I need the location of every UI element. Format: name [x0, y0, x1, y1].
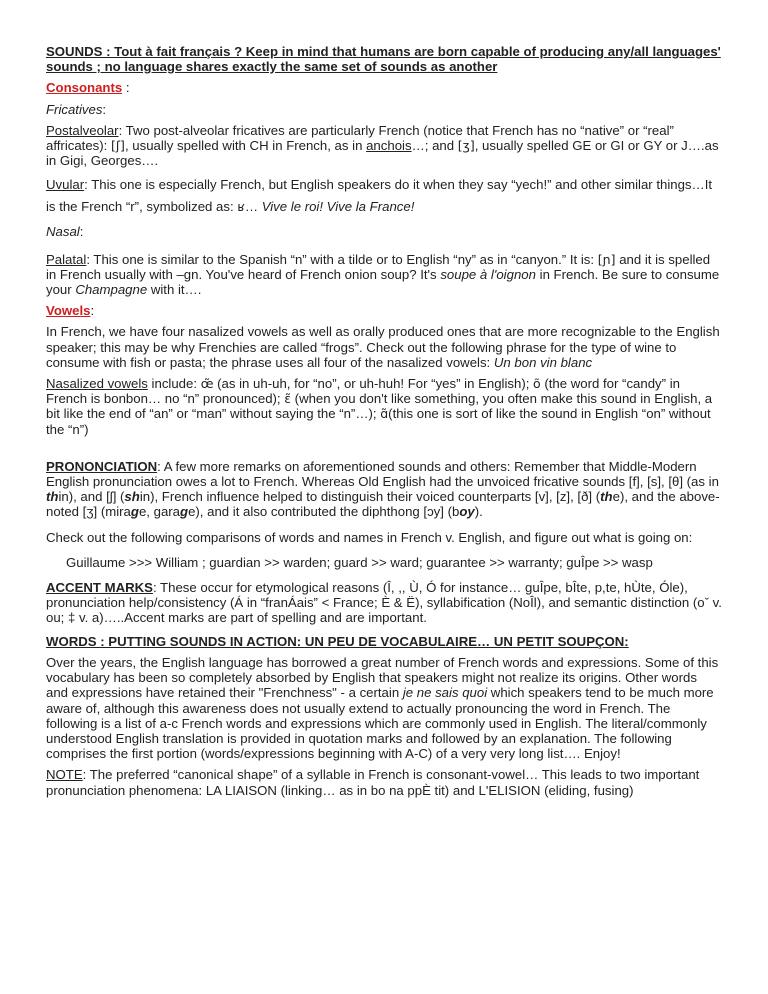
- words-text-1: Over the years, the English language has borrowed a great number of French words and expressions. Some of this vocabulary has been so completely absorbed by English that speakers might not realize its origins. Other words and expressions have retained their "Frenchness" - a certain: [46, 654, 719, 701]
- palatal-text-4: with it….: [147, 282, 202, 298]
- vowels-heading-line: Vowels:: [46, 303, 95, 319]
- vowels-intro-paragraph: [46, 324, 722, 370]
- ipa-nasal-a-symbol: ɑ̃: [380, 406, 389, 422]
- fricatives-line: Fricatives:: [46, 101, 107, 117]
- accent-text: : These occur for etymological reasons (Î, ,, Ù, Ó for instance… guÎpe, bÎte, p,te, hÙte, Óle), pronunciation help/consistency (Á in “franÁais” < France; È & Ë), syllabification (NoÎl), and semantic distinction (oˇ v. ou; ‡ v. a)…..Accent marks are part of spelling and are important.: [46, 580, 722, 626]
- prononciation-emph-the: th: [600, 489, 613, 505]
- postalveolar-term: Postalveolar: [46, 122, 119, 138]
- ipa-nasal-oe-symbol: œ̃: [200, 376, 214, 392]
- postalveolar-text-1: : Two post-alveolar fricatives are particularly French (notice that French has no “native” or “real” affricates):: [46, 122, 674, 154]
- prononciation-emph-mirage: g: [130, 504, 139, 520]
- note-text: : The preferred “canonical shape” of a syllable in French is consonant-vowel… This leads to two important pronunciation phenomena: LA LIAISON (linking… as in bo na ppÈ tit) and L'ELISION (eliding, fusing): [46, 767, 700, 798]
- postalveolar-text-3: …; and: [411, 138, 458, 154]
- ipa-palatal-n-symbol: [ɲ]: [597, 251, 616, 267]
- nasalized-term: Nasalized vowels: [46, 376, 148, 392]
- vowels-intro-text: In French, we have four nasalized vowels as well as orally produced ones that are more recognizable to the English speaker; this may be why Frenchies are called “frogs”. Check out the following phrase for the type of wine to consume with fish or pasta; the phrase uses all four of the nasalized vowels:: [46, 324, 720, 370]
- prononciation-emph-boy: oy: [459, 504, 475, 520]
- palatal-term: Palatal: [46, 251, 87, 267]
- palatal-italic-2: Champagne: [75, 282, 148, 298]
- ipa-esh-symbol: [ʃ]: [110, 138, 125, 154]
- words-heading: WORDS : PUTTING SOUNDS IN ACTION: UN PEU DE VOCABULAIRE… UN PETIT SOUPÇON:: [46, 633, 629, 649]
- postalveolar-text-2: , usually spelled with CH in French, as in: [124, 138, 367, 154]
- palatal-text-1: : This one is similar to the Spanish “n” with a tilde or to English “ny” as in “canyon.” It is:: [86, 251, 598, 267]
- words-paragraph: [46, 655, 722, 761]
- prononciation-text-7: ).: [474, 504, 483, 520]
- accent-term: ACCENT MARKS: [46, 580, 153, 596]
- prononciation-emph-th: th: [46, 489, 59, 505]
- consonants-heading: Consonants: [46, 80, 123, 96]
- accent-paragraph: [46, 576, 722, 626]
- uvular-paragraph: [46, 174, 722, 218]
- document-page: [46, 44, 722, 804]
- nasalized-text-2: (as in uh-uh, for “no”, or uh-huh! For “yes” in English);: [213, 376, 534, 392]
- ipa-uvular-r-symbol: ʁ: [237, 199, 245, 215]
- palatal-text-2: and it is spelled in French usually with –gn. You've heard of French onion soup? It's: [46, 251, 711, 282]
- uvular-italic: Vive le roi! Vive la France!: [261, 199, 415, 215]
- comparisons-intro: Check out the following comparisons of words and names in French v. English, and figure out what is going on:: [46, 529, 693, 545]
- vowels-heading: Vowels: [46, 303, 91, 319]
- prononciation-text-2: in), and [ʃ] (: [58, 489, 125, 505]
- uvular-term: Uvular: [46, 177, 85, 193]
- palatal-text-3: in French. Be sure to consume your: [46, 266, 720, 298]
- palatal-italic-1: soupe à l'oignon: [440, 266, 536, 282]
- note-term: NOTE: [46, 767, 83, 783]
- ipa-ezh-symbol: [ʒ]: [457, 138, 475, 154]
- nasal-line: Nasal:: [46, 224, 84, 240]
- postalveolar-paragraph: [46, 123, 722, 169]
- prononciation-text-3: in), French influence helped to distinguish their voiced counterparts [v], [z], [ð] (: [139, 489, 601, 505]
- nasalized-text-3: (the word for “candy” in French is bonbon… no “n” pronounced);: [46, 376, 680, 407]
- prononciation-term: PRONONCIATION: [46, 458, 158, 474]
- nasalized-text-5: (this one is sort of like the sound in English “on” without the “n”): [46, 406, 711, 437]
- prononciation-text-4: e), and the above-noted [ʒ] (mira: [46, 489, 720, 520]
- nasalized-text-4: (when you don't like something, you often make this sound in English, a bit like the end of “an” or “man” without saying the “n”…);: [46, 391, 713, 422]
- page-title: SOUNDS : Tout à fait français ? Keep in mind that humans are born capable of producing any/all languages' sounds ; no language shares exactly the same set of sounds as another: [46, 44, 721, 75]
- nasalized-paragraph: [46, 376, 722, 437]
- postalveolar-text-4: , usually spelled GE or GI or GY or J….as in Gigi, Georges….: [46, 138, 719, 169]
- nasal-label: Nasal: [46, 224, 80, 240]
- prononciation-emph-garage: g: [180, 504, 189, 520]
- prononciation-emph-sh: sh: [124, 489, 140, 505]
- consonants-colon: :: [122, 80, 130, 96]
- prononciation-text-6: e), and it also contributed the diphthong [ɔy] (b: [188, 504, 460, 520]
- nasalized-text-1: include:: [147, 376, 201, 392]
- ipa-nasal-o-symbol: õ: [533, 376, 541, 392]
- prononciation-text-1: : A few more remarks on aforementioned sounds and others: Remember that Middle-Modern English pronunciation owes a lot to French. Whereas Old English had the unvoiced fricative sounds [f], [s], [θ] (as in: [46, 458, 719, 490]
- comparisons-list: Guillaume >>> William ; guardian >> warden; guard >> ward; guarantee >> warranty; guÎpe >> wasp: [66, 554, 653, 570]
- uvular-text-2: …: [244, 199, 262, 215]
- words-text-2: which speakers tend to be much more aware of, although this awareness does not usually extend to actually pronouncing the word in French. The following is a list of a-c French words and expressions which are commonly used in English. The literal/commonly understood English translation is provided in quotation marks and followed by an explanation. The following comprises the first portion (words/expressions beginning with A-C) of a very very long list…. Enjoy!: [46, 685, 714, 762]
- prononciation-text-5: e, gara: [138, 504, 181, 520]
- uvular-text-1: : This one is especially French, but English speakers do it when they say “yech!” and other similar things…It is the French “r”, symbolized as:: [46, 177, 713, 215]
- fricatives-label: Fricatives: [46, 101, 103, 117]
- consonants-heading-line: [46, 80, 722, 95]
- ipa-nasal-e-symbol: ɛ̃: [284, 391, 292, 407]
- palatal-paragraph: [46, 246, 722, 298]
- words-italic: je ne sais quoi: [402, 685, 488, 701]
- vowels-intro-italic: Un bon vin blanc: [493, 354, 593, 370]
- prononciation-paragraph: [46, 443, 722, 520]
- note-paragraph: [46, 767, 722, 797]
- anchois-word: anchois: [366, 138, 412, 154]
